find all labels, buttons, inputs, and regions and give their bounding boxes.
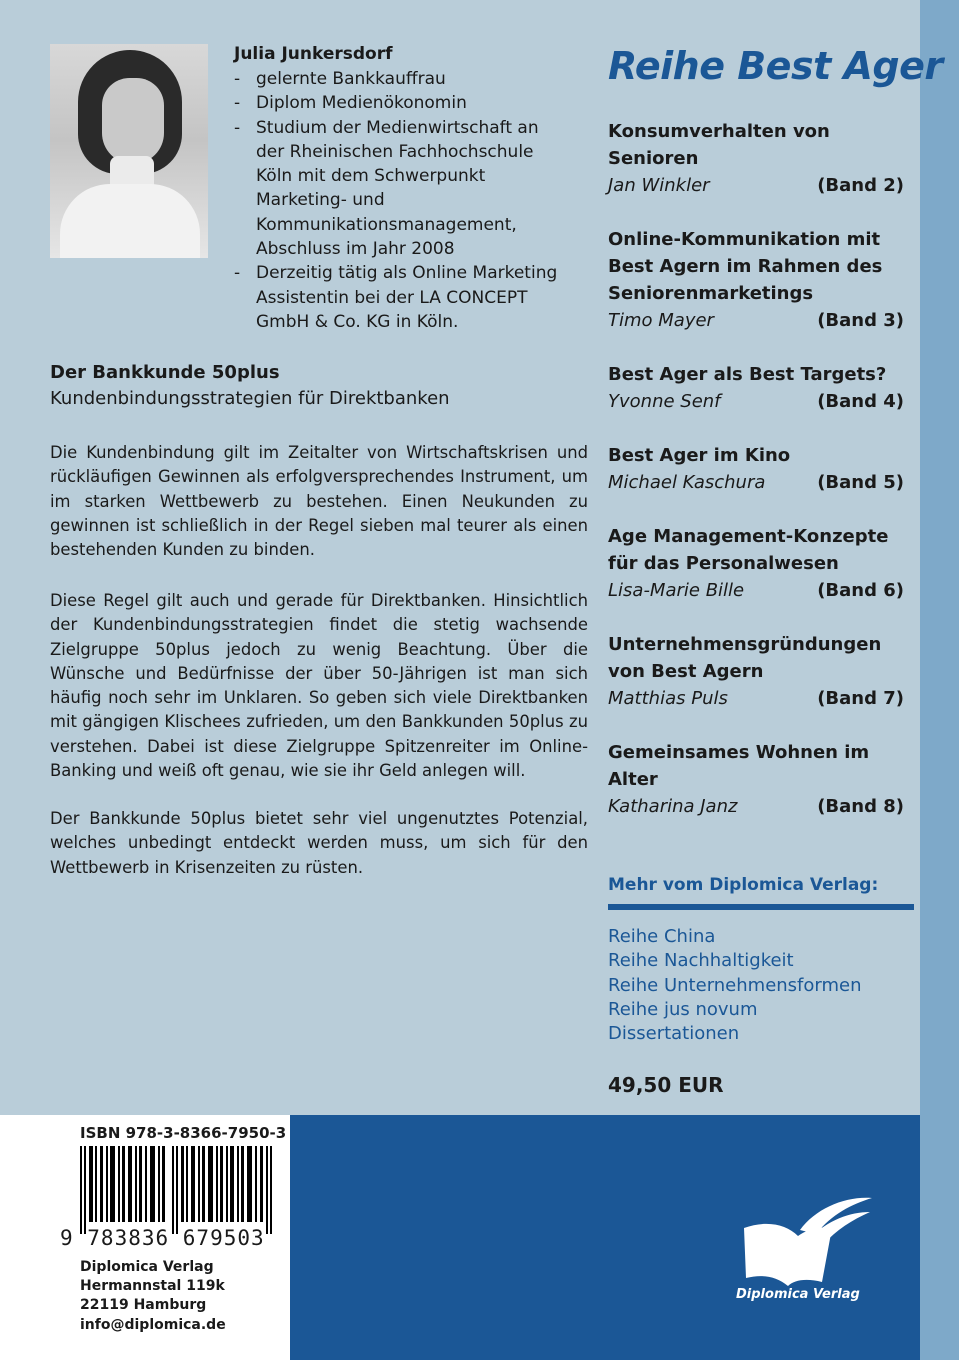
band-volume: (Band 8) [817,796,904,817]
band-author: Jan Winkler [608,175,710,196]
diplomica-logo-icon [736,1190,876,1290]
price: 49,50 EUR [608,1073,724,1097]
author-bio-list [234,67,564,334]
band-author: Katharina Janz [608,796,738,817]
band-title: Konsumverhalten von Senioren [608,121,830,169]
barcode-digits: 9 783836 679503 [60,1226,265,1250]
more-heading: Mehr vom Diplomica Verlag: [608,875,879,895]
band-title: Unternehmensgründungen von Best Agern [608,634,882,682]
more-series-item: Reihe China [608,926,716,947]
isbn: ISBN 978-3-8366-7950-3 [80,1124,287,1142]
band-entry [608,226,904,334]
publisher-address [80,1258,226,1335]
band-volume: (Band 2) [817,175,904,196]
band-volume: (Band 7) [817,688,904,709]
series-band-list [608,118,904,847]
author-bio-item: - Derzeitig tätig als Online Marketing Assistentin bei der LA CONCEPT GmbH & Co. KG in Köln. [234,261,564,334]
publisher-logo-text: Diplomica Verlag [736,1287,860,1302]
address-line: info@diplomica.de [80,1316,226,1333]
band-entry [608,631,904,712]
author-photo [50,44,208,258]
more-series-item: Reihe Nachhaltigkeit [608,950,794,972]
band-entry [608,739,904,820]
series-title: Reihe Best Ager [608,44,943,88]
band-title: Age Management-Konzepte für das Personalwesen [608,526,889,574]
band-entry [608,361,904,415]
address-line: Hermannstal 119k [80,1278,225,1295]
more-series-list [608,925,862,1046]
address-line: Diplomica Verlag [80,1259,214,1275]
author-bio-item: - Studium der Medienwirtschaft an der Rheinischen Fachhochschule Köln mit dem Schwerpunkt Marketing- und Kommunikationsmanagement, Abschluss im Jahr 2008 [234,116,564,262]
band-author: Michael Kaschura [608,472,766,493]
band-volume: (Band 5) [817,472,904,493]
band-volume: (Band 4) [817,391,904,412]
blurb-paragraph-1: Die Kundenbindung gilt im Zeitalter von Wirtschaftskrisen und rückläufigen Gewinnen als erfolgversprechendes Instrument, um im starken Wettbewerb zu bestehen. Einen Neukunden zu gewinnen ist schließlich in der Regel sieben mal teurer als einen bestehenden Kunden zu binden. [50,443,588,560]
more-series-item: Dissertationen [608,1023,740,1045]
address-line: 22119 Hamburg [80,1297,207,1314]
band-volume: (Band 3) [817,310,904,331]
band-title: Gemeinsames Wohnen im Alter [608,742,870,790]
author-name: Julia Junkersdorf [234,44,393,64]
more-divider [608,904,914,910]
blurb-paragraph-2: Diese Regel gilt auch und gerade für Direktbanken. Hinsichtlich der Kundenbindungsstrategien findet die stetig wachsende Zielgruppe 50plus jedoch zu wenig Beachtung. Über die Wünsche und Bedürfnisse der über 50-Jährigen ist man sich häufig noch sehr im Unklaren. So geben sich viele Direktbanken mit gängigen Klischees zufrieden, um den Bankkunden 50plus zu verstehen. Dabei ist diese Zielgruppe Spitzenreiter im Online-Banking und weiß oft genau, wie sie ihr Geld anlegen will. [50,591,588,781]
more-series-item: Reihe jus novum [608,998,758,1020]
band-author: Yvonne Senf [608,391,721,412]
band-author: Lisa-Marie Bille [608,580,745,601]
band-entry [608,523,904,604]
band-title: Best Ager als Best Targets? [608,364,887,385]
band-author: Timo Mayer [608,310,714,331]
band-volume: (Band 6) [817,580,904,601]
band-title: Online-Kommunikation mit Best Agern im Rahmen des Seniorenmarketings [608,229,883,304]
blurb-paragraph-3: Der Bankkunde 50plus bietet sehr viel ungenutztes Potenzial, welches unbedingt entdeckt werden muss, um sich für den Wettbewerb in Krisenzeiten zu rüsten. [50,809,588,877]
band-entry [608,442,904,496]
book-title: Der Bankkunde 50plus [50,362,280,383]
author-bio-item: - gelernte Bankkauffrau [234,67,564,91]
book-subtitle: Kundenbindungsstrategien für Direktbanken [50,388,450,409]
author-bio-item: - Diplom Medienökonomin [234,91,564,115]
more-series-item: Reihe Unternehmensformen [608,974,862,996]
band-title: Best Ager im Kino [608,445,791,466]
right-edge-stripe [920,0,959,1360]
band-entry [608,118,904,199]
band-author: Matthias Puls [608,688,728,709]
barcode-icon [80,1146,272,1234]
